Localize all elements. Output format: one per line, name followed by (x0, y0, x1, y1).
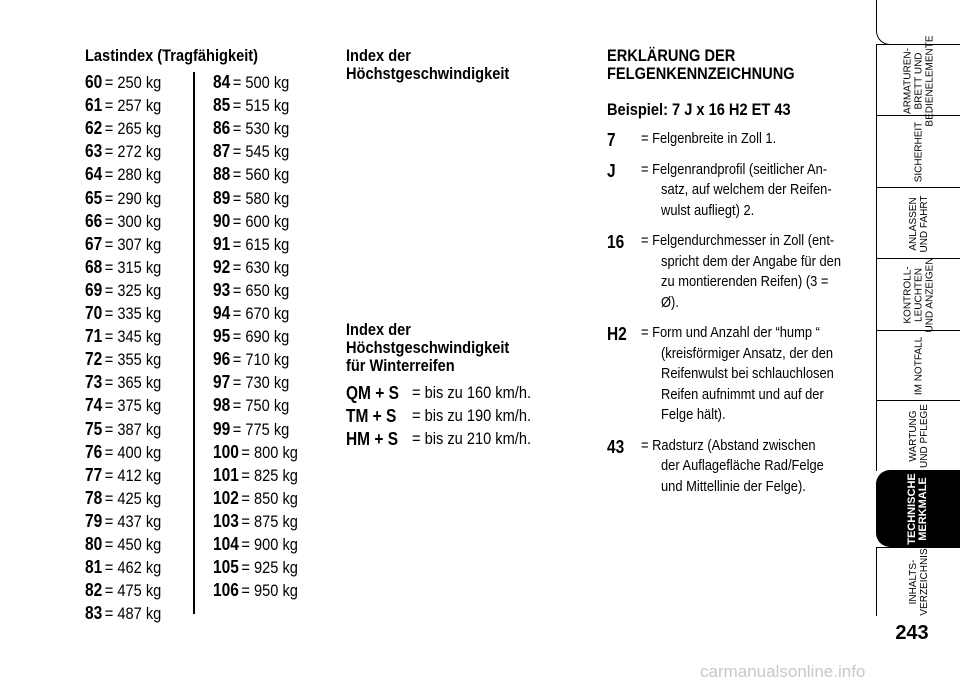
item-code: 16 (607, 232, 625, 252)
item-value: = 335 kg (104, 304, 162, 323)
item-code: 99 (213, 418, 231, 439)
item-code: HM + S (346, 429, 399, 449)
item-code: 65 (85, 187, 103, 208)
list-item (85, 603, 174, 624)
item-value: = 375 kg (104, 396, 162, 416)
list-item (213, 395, 302, 416)
item-value: = 315 kg (104, 257, 162, 277)
item-code: 62 (85, 118, 103, 139)
chapter-tab[interactable] (876, 115, 960, 188)
item-value: = 775 kg (232, 419, 290, 439)
item-value: = 545 kg (232, 142, 290, 162)
item-value: = 265 kg (104, 119, 162, 139)
item-value: = 515 kg (232, 96, 290, 116)
item-code: 63 (85, 141, 103, 162)
item-code: 102 (213, 487, 239, 508)
item-description-line: und Mittellinie der Felge). (661, 477, 806, 495)
item-value: = 475 kg (104, 581, 162, 601)
list-item (85, 580, 174, 601)
item-code: 72 (85, 349, 103, 370)
item-value: = 900 kg (241, 535, 298, 554)
rim-marking-heading: ERKLÄRUNG DER FELGENKENNZEICHNUNG (607, 46, 795, 83)
winter-speed-index-heading: Index der Höchstgeschwindigkeit für Winterreifen (346, 320, 510, 375)
item-code: H2 (607, 324, 627, 344)
item-description-line: zu montierenden Reifen) (3 = (661, 273, 829, 290)
chapter-tab[interactable] (876, 258, 960, 331)
item-code: 79 (85, 510, 103, 531)
list-item (85, 372, 174, 393)
item-code: 96 (213, 349, 231, 370)
item-code: 106 (213, 580, 239, 601)
item-value: = 850 kg (241, 488, 298, 508)
chapter-tab-label: SICHERHEIT (913, 121, 925, 183)
item-value: = 710 kg (232, 350, 290, 370)
item-value: = 425 kg (104, 488, 162, 508)
item-value: = 630 kg (232, 257, 290, 277)
item-code: 75 (85, 418, 103, 439)
chapter-tab-label: ANLASSEN UND FAHRT (908, 194, 930, 253)
item-description-line: = Felgenrandprofil (seitlicher An- (641, 160, 828, 178)
list-item (85, 188, 174, 209)
item-code: 85 (213, 95, 231, 116)
item-code: 73 (85, 372, 103, 393)
item-code: TM + S (346, 406, 397, 426)
list-item (85, 442, 174, 463)
item-code: 82 (85, 580, 103, 601)
item-code: 77 (85, 464, 103, 485)
item-code: 80 (85, 534, 103, 554)
item-description-line: Reifen aufnimmt und auf der (661, 385, 824, 403)
item-value: = 925 kg (241, 558, 298, 578)
item-description-line: = Felgenbreite in Zoll 1. (641, 130, 777, 147)
item-description-line: = Radsturz (Abstand zwischen (641, 436, 816, 454)
item-value: = 365 kg (104, 373, 162, 393)
list-item (213, 419, 302, 440)
item-description-line: satz, auf welchem der Reifen- (661, 181, 832, 198)
item-description-line: Felge hält). (661, 406, 726, 423)
item-code: 104 (213, 534, 239, 554)
item-description-line: Ø). (661, 293, 679, 311)
list-item (85, 118, 174, 139)
item-value: = 950 kg (241, 581, 298, 601)
list-item (85, 395, 174, 416)
item-code: 86 (213, 118, 231, 139)
item-value: = 530 kg (232, 119, 290, 139)
rim-marking-example: Beispiel: 7 J x 16 H2 ET 43 (607, 100, 791, 119)
item-code: J (607, 160, 616, 181)
item-description-line: Reifenwulst bei schlauchlosen (661, 365, 834, 382)
item-code: 103 (213, 510, 239, 531)
list-item (85, 511, 174, 532)
chapter-tab-label: WARTUNG UND PFLEGE (908, 404, 930, 468)
list-item (213, 326, 302, 347)
item-value: = 690 kg (232, 327, 290, 347)
chapter-tab[interactable] (876, 187, 960, 259)
item-value: = 450 kg (104, 535, 162, 554)
item-value: = 500 kg (232, 73, 290, 92)
list-item (213, 534, 312, 555)
item-code: 43 (607, 436, 625, 457)
chapter-tab-label: INHALTS- VERZEICHNIS (908, 548, 930, 616)
item-value: = 825 kg (241, 465, 298, 485)
list-item (213, 511, 312, 532)
chapter-tab-label: IM NOTFALL (913, 336, 925, 396)
chapter-tab[interactable] (876, 400, 960, 471)
chapter-tab[interactable] (876, 547, 960, 616)
item-code: 69 (85, 279, 103, 300)
item-code: 78 (85, 487, 103, 508)
list-item (85, 326, 174, 347)
item-value: = bis zu 190 km/h. (412, 406, 532, 425)
item-value: = 412 kg (104, 465, 162, 485)
item-code: QM + S (346, 383, 399, 403)
item-value: = 290 kg (104, 188, 162, 208)
load-index-heading: Lastindex (Tragfähigkeit) (85, 46, 259, 65)
item-value: = 300 kg (104, 211, 162, 231)
item-description-line: der Auflagefläche Rad/Felge (661, 457, 824, 474)
item-code: 87 (213, 141, 231, 162)
item-code: 68 (85, 256, 103, 277)
item-value: = 750 kg (232, 396, 290, 416)
item-code: 92 (213, 256, 231, 277)
item-value: = 875 kg (241, 511, 298, 531)
item-code: 70 (85, 303, 103, 323)
item-value: = 487 kg (104, 604, 162, 624)
item-value: = 580 kg (232, 188, 290, 208)
list-item (213, 211, 302, 232)
item-code: 93 (213, 279, 231, 300)
item-code: 61 (85, 95, 103, 116)
chapter-tab[interactable] (876, 330, 960, 401)
list-item (213, 303, 302, 324)
item-value: = 250 kg (104, 73, 162, 92)
list-item (85, 465, 174, 486)
list-item (85, 349, 174, 370)
item-code: 101 (213, 464, 239, 485)
item-value: = 670 kg (232, 304, 290, 323)
item-value: = 280 kg (104, 165, 162, 185)
list-item (213, 488, 312, 509)
list-item (213, 188, 302, 209)
chapter-sidebar (866, 0, 960, 692)
chapter-tab-label: TECHNISCHE MERKMALE (906, 472, 929, 545)
item-value: = 615 kg (232, 234, 290, 254)
item-value: = 272 kg (104, 142, 162, 162)
list-item (85, 303, 174, 324)
watermark: carmanualsonline.info (700, 662, 866, 681)
item-value: = 800 kg (241, 442, 298, 462)
item-value: = 387 kg (104, 419, 162, 439)
list-item (85, 534, 174, 555)
list-item (85, 72, 174, 93)
chapter-tab-label: ARMATUREN- BRETT UND BEDIENELEMENTE (902, 34, 936, 127)
item-code: 81 (85, 557, 103, 578)
chapter-tab-label: KONTROLL- LEUCHTEN UND ANZEIGEN (902, 257, 936, 333)
item-code: 100 (213, 441, 239, 462)
item-code: 71 (85, 326, 103, 347)
list-item (213, 118, 302, 139)
list-item (85, 488, 174, 509)
list-item (85, 164, 174, 185)
item-code: 97 (213, 372, 231, 393)
list-item (213, 280, 302, 301)
list-item (213, 372, 302, 393)
list-item (213, 257, 302, 278)
item-value: = 307 kg (104, 234, 162, 254)
list-item (213, 95, 302, 116)
item-value: = 600 kg (232, 211, 290, 231)
item-code: 89 (213, 187, 231, 208)
column-divider (193, 72, 195, 614)
item-value: = 650 kg (232, 280, 290, 300)
item-code: 7 (607, 130, 616, 150)
chapter-tab[interactable] (876, 34, 960, 127)
item-description-line: = Felgendurchmesser in Zoll (ent- (641, 232, 835, 249)
list-item (213, 141, 302, 162)
list-item (213, 580, 312, 601)
item-value: = 462 kg (104, 558, 162, 578)
item-description-line: spricht dem der Angabe für den (661, 252, 841, 270)
list-item (213, 234, 302, 255)
item-code: 66 (85, 210, 103, 231)
item-value: = bis zu 160 km/h. (412, 383, 532, 402)
item-code: 95 (213, 326, 231, 347)
item-code: 98 (213, 395, 231, 416)
list-item (85, 95, 174, 116)
item-value: = 355 kg (104, 350, 162, 370)
list-item (213, 465, 312, 486)
item-value: = bis zu 210 km/h. (412, 429, 532, 448)
list-item (85, 141, 174, 162)
page-number: 243 (895, 622, 929, 644)
item-description-line: wulst aufliegt) 2. (661, 201, 755, 219)
list-item (85, 234, 174, 255)
item-code: 64 (85, 164, 103, 185)
item-value: = 325 kg (104, 280, 162, 300)
item-value: = 437 kg (104, 511, 162, 531)
item-code: 76 (85, 441, 103, 462)
list-item (213, 72, 302, 93)
list-item (213, 557, 312, 578)
item-value: = 257 kg (104, 96, 162, 116)
item-value: = 560 kg (232, 165, 290, 185)
list-item (213, 349, 302, 370)
list-item (85, 211, 174, 232)
item-description-line: = Form und Anzahl der “hump “ (641, 324, 820, 341)
list-item (213, 164, 302, 185)
item-description-line: (kreisförmiger Ansatz, der den (661, 344, 834, 362)
item-code: 90 (213, 210, 231, 231)
chapter-tab[interactable] (876, 470, 960, 547)
item-code: 91 (213, 233, 231, 254)
item-code: 67 (85, 233, 103, 254)
item-code: 83 (85, 603, 103, 624)
item-code: 84 (213, 72, 231, 92)
item-code: 94 (213, 303, 231, 323)
list-item (85, 557, 174, 578)
list-item (85, 419, 174, 440)
item-code: 88 (213, 164, 231, 185)
item-code: 60 (85, 72, 103, 92)
item-value: = 730 kg (232, 373, 290, 393)
speed-index-heading: Index der Höchstgeschwindigkeit (346, 46, 510, 83)
list-item (85, 257, 174, 278)
item-code: 105 (213, 557, 239, 578)
list-item (213, 442, 312, 463)
item-value: = 345 kg (104, 327, 162, 347)
item-code: 74 (85, 395, 103, 416)
item-value: = 400 kg (104, 442, 162, 462)
list-item (85, 280, 174, 301)
